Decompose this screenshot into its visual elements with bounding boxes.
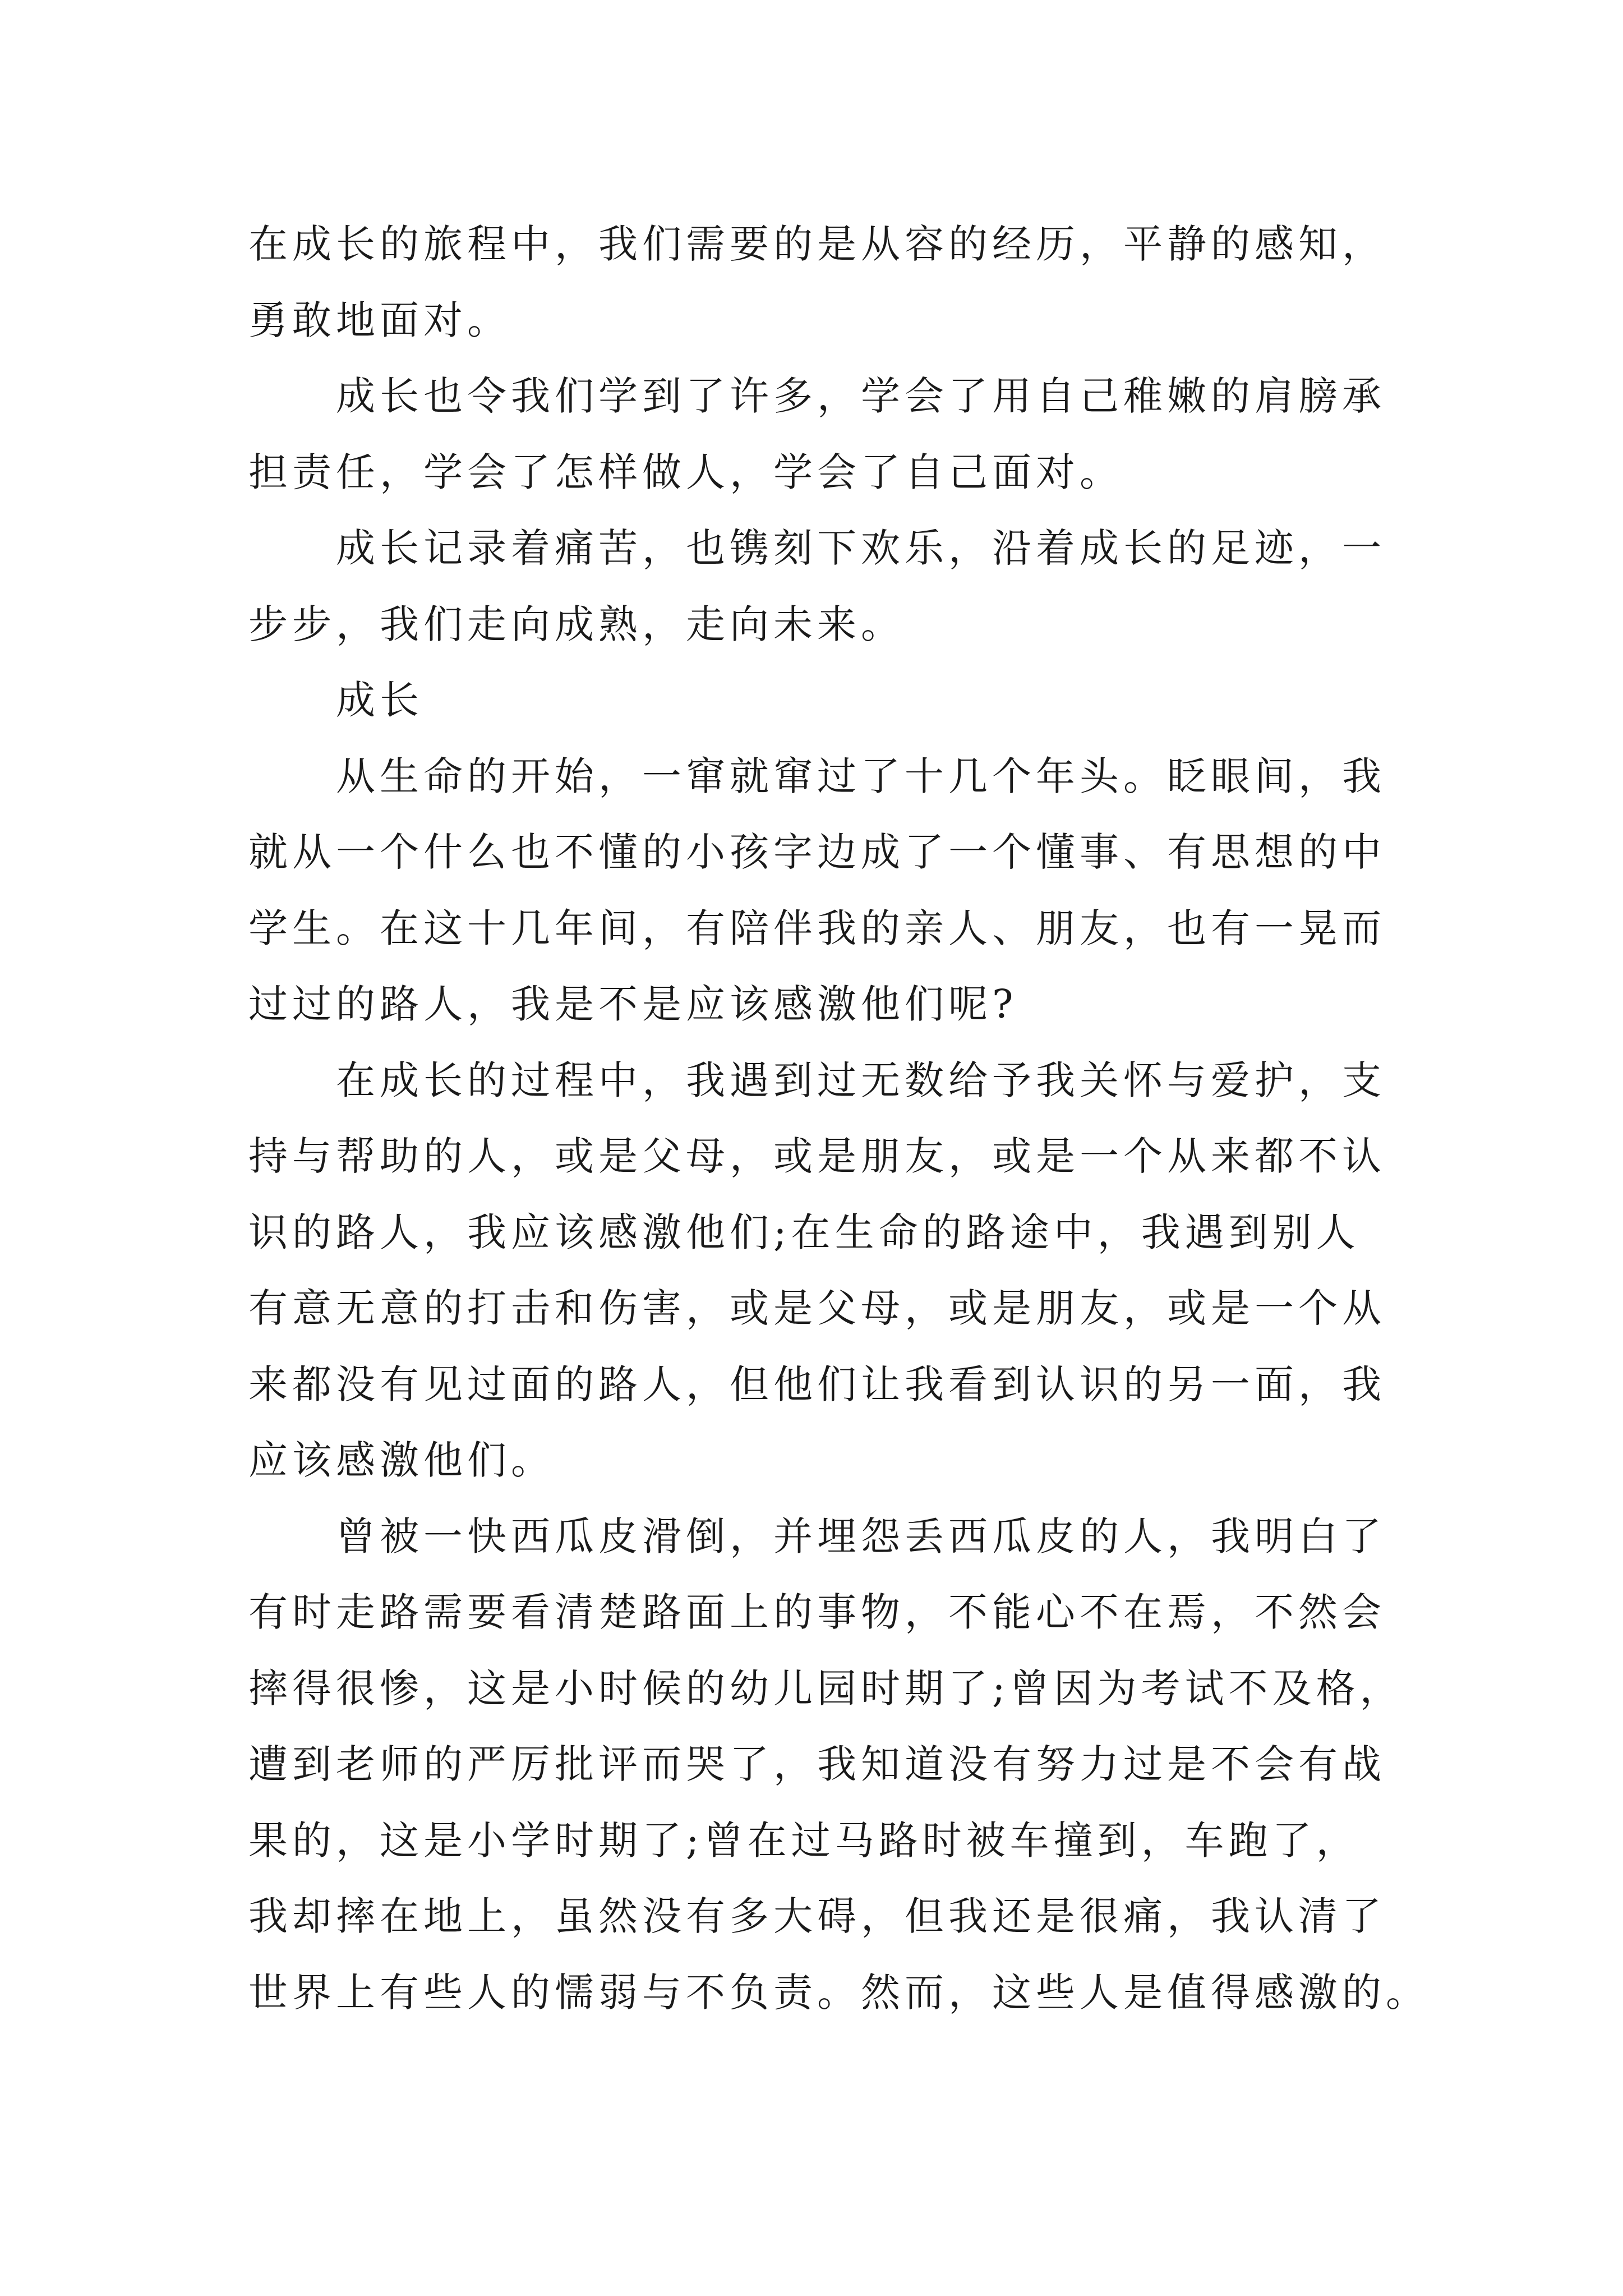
heading-text: 成长	[336, 677, 423, 723]
text-line: 成长记录着痛苦，也镌刻下欢乐，沿着成长的足迹，一	[336, 525, 1386, 571]
text-line: 来都没有见过面的路人，但他们让我看到认识的另一面，我	[248, 1361, 1386, 1407]
text-line: 曾被一快西瓜皮滑倒，并埋怨丢西瓜皮的人，我明白了	[336, 1513, 1386, 1559]
text-line: 我却摔在地上，虽然没有多大碍，但我还是很痛，我认清了	[248, 1893, 1386, 1939]
text-line: 有意无意的打击和伤害，或是父母，或是朋友，或是一个从	[248, 1285, 1386, 1331]
text-line: 步步，我们走向成熟，走向未来。	[248, 601, 905, 647]
section-heading	[248, 662, 1381, 739]
text-line: 有时走路需要看清楚路面上的事物，不能心不在焉，不然会	[248, 1589, 1386, 1635]
text-line: 在成长的过程中，我遇到过无数给予我关怀与爱护，支	[336, 1057, 1386, 1103]
text-line: 持与帮助的人，或是父母，或是朋友，或是一个从来都不认	[248, 1133, 1386, 1179]
paragraph-7-cont	[248, 1575, 1430, 2031]
text-line: 世界上有些人的懦弱与不负责。然而，这些人是值得感激的。	[248, 1969, 1430, 2016]
text-line: 过过的路人，我是不是应该感激他们呢?	[248, 981, 1018, 1027]
paragraph-3-cont	[248, 587, 1381, 663]
paragraph-1	[248, 206, 1386, 358]
text-line: 遭到老师的严厉批评而哭了，我知道没有努力过是不会有战	[248, 1741, 1386, 1787]
text-line: 勇敢地面对。	[248, 297, 511, 343]
text-line: 担责任，学会了怎样做人，学会了自己面对。	[248, 449, 1123, 495]
text-line: 成长也令我们学到了许多，学会了用自己稚嫩的肩膀承	[336, 373, 1386, 419]
text-line: 摔得很惨，这是小时候的幼儿园时期了;曾因为考试不及格，	[248, 1665, 1404, 1711]
paragraph-6-cont	[248, 1119, 1386, 1499]
paragraph-2-cont	[248, 435, 1381, 511]
text-line: 在成长的旅程中，我们需要的是从容的经历，平静的感知，	[248, 221, 1386, 267]
document-body	[248, 206, 1430, 2031]
text-line: 果的，这是小学时期了;曾在过马路时被车撞到，车跑了，	[248, 1817, 1360, 1864]
text-line: 学生。在这十几年间，有陪伴我的亲人、朋友，也有一晃而	[248, 905, 1386, 951]
paragraph-7	[248, 1499, 1386, 1575]
paragraph-6	[248, 1043, 1386, 1119]
paragraph-5-cont	[248, 815, 1386, 1043]
text-line: 从生命的开始，一窜就窜过了十几个年头。眨眼间，我	[336, 753, 1386, 799]
text-line: 就从一个什么也不懂的小孩字边成了一个懂事、有思想的中	[248, 829, 1386, 875]
paragraph-5	[248, 739, 1386, 815]
paragraph-2	[248, 358, 1386, 435]
text-line: 识的路人，我应该感激他们;在生命的路途中，我遇到别人	[248, 1209, 1360, 1255]
paragraph-3	[248, 510, 1386, 587]
text-line: 应该感激他们。	[248, 1437, 555, 1483]
